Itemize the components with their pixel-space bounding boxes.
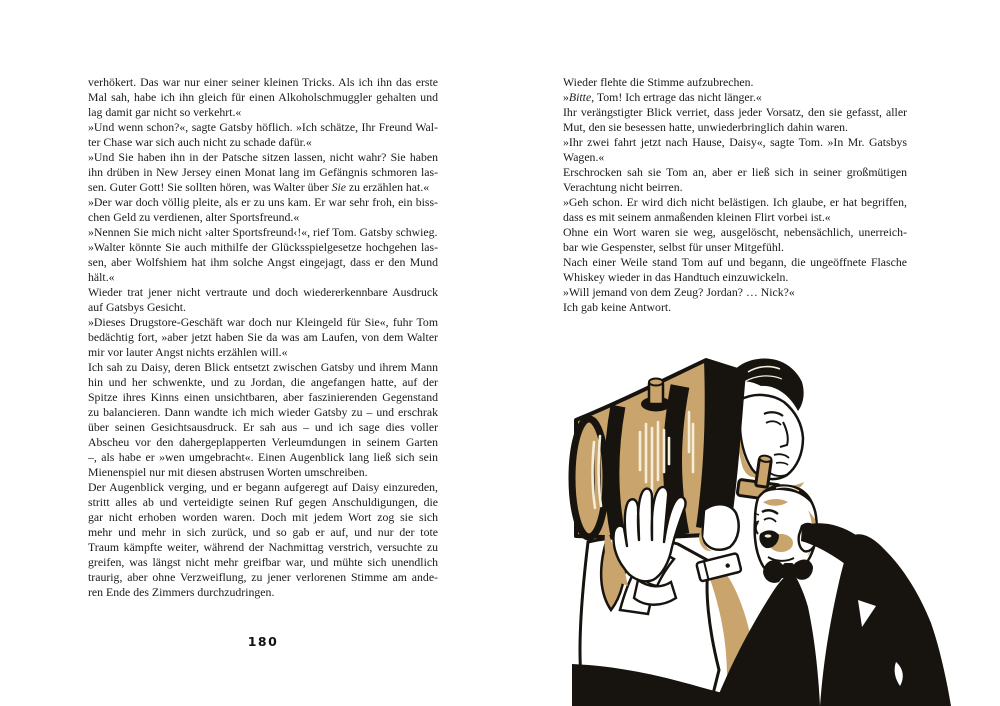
text-line: Spitze ihres Kinns einen unsichtbaren, aber faszinierenden Gegenstand — [88, 390, 438, 404]
text-line: »Geh schon. Er wird dich nicht belästigen. Ich glaube, er hat begriffen, — [563, 195, 907, 209]
text-line: Wieder trat jener nicht vertraute und doch wiedererkennbare Ausdruck — [88, 285, 438, 299]
tuxedo-man-hand-cuff — [696, 504, 741, 581]
text-line: Mal sah, habe ich ihn gleich für einen Alkoholschmuggler gehalten und — [88, 90, 438, 104]
text-line: dass es mit seinem anmaßenden kleinen Flirt vorbei ist.« — [563, 210, 831, 224]
text-line: Ohne ein Wort waren sie weg, ausgelöscht, nebensächlich, unerreich- — [563, 225, 907, 239]
page-number: 180 — [247, 634, 279, 649]
tuxedo-man-body — [714, 523, 951, 706]
text-line: mehr und mehr in sich zurück, und so gab er auf, und nur der tote — [88, 525, 438, 539]
text-line: verhökert. Das war nur einer seiner kleinen Tricks. Als ich ihn das erste — [88, 75, 438, 89]
text-line: »Und wenn schon?«, sagte Gatsby höflich. »Ich schätze, Ihr Freund Wal- — [88, 120, 438, 134]
text-line: über seinen Gesichtsausdruck. Er sah aus – und ich sage dies voller — [88, 420, 438, 434]
text-line: mir vor lauter Angst nichts erzählen will.« — [88, 345, 288, 359]
text-line: »Der war doch völlig pleite, als er zu uns kam. Er war sehr froh, ein biss- — [88, 195, 438, 209]
text-line: Traum kämpfte weiter, während der Nachmittag verstrich, versuchte zu — [88, 540, 438, 554]
text-line: hält.« — [88, 270, 115, 284]
text-line: greifen, was längst nicht mehr greifbar war, und mühte sich unendlich — [88, 555, 438, 569]
text-line: ter Chase war sich auch nicht zu schade dafür.« — [88, 135, 312, 149]
text-line: Ich gab keine Antwort. — [563, 300, 672, 314]
text-line: gar nicht erhoben worden waren. Doch mit jedem Wort zog sie sich — [88, 510, 438, 524]
text-line: Ihr verängstigter Blick verriet, dass jeder Vorsatz, den sie gefasst, aller — [563, 105, 907, 119]
text-line: Verachtung nicht beirren. — [563, 180, 683, 194]
text-line: bedächtig fort, »aber jetzt haben Sie da was am Laufen, von dem Walter — [88, 330, 438, 344]
text-line: »Nennen Sie mich nicht ›alter Sportsfreund‹!«, rief Tom. Gatsby schwieg. — [88, 225, 438, 239]
text-line: Erschrocken sah sie Tom an, aber er ließ sich in seiner großmütigen — [563, 165, 907, 179]
text-line: hin und her schwenkte, und zu Jordan, die angefangen hatte, auf der — [88, 375, 438, 389]
text-line: ren Ende des Zimmers durchzudringen. — [88, 585, 275, 599]
text-line: stritt alles ab und verteidigte seinen Ruf gegen Anschuldigungen, die — [88, 495, 438, 509]
text-line: »Walter könnte Sie auch mithilfe der Glücksspielgesetze hochgehen las- — [88, 240, 438, 254]
text-line: Wagen.« — [563, 150, 605, 164]
text-line: sen. Guter Gott! Sie sollten hören, was Walter über Sie zu erzählen hat.« — [88, 180, 430, 194]
barrel-drinking-illustration — [558, 330, 1000, 706]
text-line: »Bitte, Tom! Ich ertrage das nicht länger.« — [563, 90, 762, 104]
text-line: bar wie Gespenster, selbst für unser Mitgefühl. — [563, 240, 784, 254]
left-page-text-column — [88, 75, 438, 600]
text-line: »Dieses Drugstore-Geschäft war doch nur Kleingeld für Sie«, fuhr Tom — [88, 315, 438, 329]
text-line: Mienenspiel nur mit diesen abstrusen Worten umschreiben. — [88, 465, 368, 479]
text-line: –, als habe er »wen umgebracht«. Einen Augenblick lang ließ sich sein — [88, 450, 438, 464]
text-line: »Und Sie haben ihn in der Patsche sitzen lassen, nicht wahr? Sie haben — [88, 150, 438, 164]
right-page-text-column — [563, 75, 907, 315]
text-line: sen, aber Wolfshiem hat ihm solche Angst eingejagt, dass er den Mund — [88, 255, 438, 269]
text-line: auf Gatsbys Gesicht. — [88, 300, 186, 314]
text-line: »Will jemand von dem Zeug? Jordan? … Nick?« — [563, 285, 795, 299]
text-line: lag damit gar nicht so verkehrt.« — [88, 105, 242, 119]
text-line: Wieder flehte die Stimme aufzubrechen. — [563, 75, 754, 89]
text-line: Nach einer Weile stand Tom auf und begann, die ungeöffnete Flasche — [563, 255, 907, 269]
text-line: Der Augenblick verging, und er begann aufgeregt auf Daisy einzureden, — [88, 480, 438, 494]
text-line: Whiskey wieder in das Handtuch einzuwickeln. — [563, 270, 789, 284]
text-line: chen Geld zu verdienen, alter Sportsfreund.« — [88, 210, 300, 224]
text-line: Mut, den sie besessen hatte, unwiederbringlich dahin waren. — [563, 120, 849, 134]
text-line: Abscheu vor den dahergeplapperten Verleumdungen in seinem Garten — [88, 435, 438, 449]
text-line: »Ihr zwei fahrt jetzt nach Hause, Daisy«, sagte Tom. »In Mr. Gatsbys — [563, 135, 907, 149]
text-line: Ich sah zu Daisy, deren Blick entsetzt zwischen Gatsby und ihrem Mann — [88, 360, 438, 374]
text-line: traurig, aber ohne Verzweiflung, zu jener verlorenen Stimme am ande- — [88, 570, 438, 584]
text-line: zu balancieren. Dann wandte ich mich wieder Gatsby zu – und erschrak — [88, 405, 438, 419]
text-line: ihn drüben in New Jersey einen Monat lang im Gefängnis schmoren las- — [88, 165, 438, 179]
